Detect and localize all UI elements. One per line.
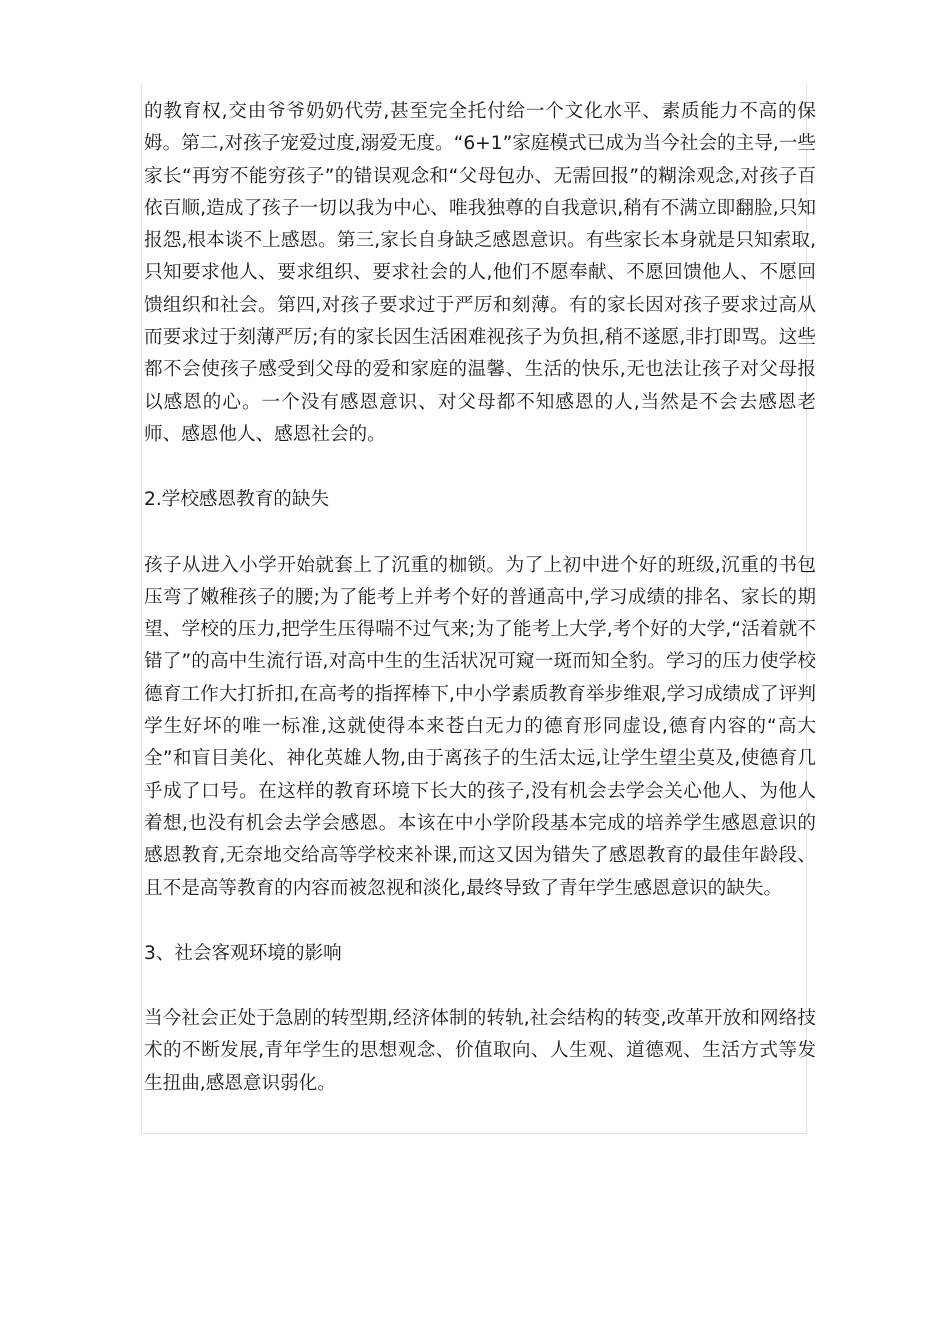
paragraph-spacer bbox=[144, 905, 816, 938]
document-body bbox=[144, 96, 816, 1100]
paragraph-society-environment: 当今社会正处于急剧的转型期,经济体制的转轨,社会结构的转变,改革开放和网络技术的不断发展,青年学生的思想观念、价值取向、人生观、道德观、生活方式等发生扭曲,感恩意识弱化。 bbox=[144, 1008, 816, 1094]
paragraph-family-causes: 的教育权,交由爷爷奶奶代劳,甚至完全托付给一个文化水平、素质能力不高的保姆。第二,对孩子宠爱过度,溺爱无度。“6+1”家庭模式已成为当今社会的主导,一些家长“再穷不能穷孩子”的错误观念和“父母包办、无需回报”的糊涂观念,对孩子百依百顺,造成了孩子一切以我为中心、唯我独尊的自我意识,稍有不满立即翻脸,只知报怨,根本谈不上感恩。第三,家长自身缺乏感恩意识。有些家长本身就是只知索取,只知要求他人、要求组织、要求社会的人,他们不愿奉献、不愿回馈他人、不愿回馈组织和社会。第四,对孩子要求过于严厉和刻薄。有的家长因对孩子要求过高从而要求过于刻薄严厉;有的家长因生活困难视孩子为负担,稍不遂愿,非打即骂。这些都不会使孩子感受到父母的爱和家庭的温馨、生活的快乐,无也法让孩子对父母报以感恩的心。一个没有感恩意识、对父母都不知感恩的人,当然是不会去感恩老师、感恩他人、感恩社会的。 bbox=[144, 101, 816, 445]
paragraph-school-education: 孩子从进入小学开始就套上了沉重的枷锁。为了上初中进个好的班级,沉重的书包压弯了嫩稚孩子的腰;为了能考上并考个好的普通高中,学习成绩的排名、家长的期望、学校的压力,把学生压得喘不过气来;为了能考上大学,考个好的大学,“活着就不错了”的高中生流行语,对高中生的生活状况可窥一斑而知全豹。学习的压力使学校德育工作大打折扣,在高考的指挥棒下,中小学素质教育举步维艰,学习成绩成了评判学生好坏的唯一标准,这就使得本来苍白无力的德育形同虚设,德育内容的“高大全”和盲目美化、神化英雄人物,由于离孩子的生活太远,让学生望尘莫及,使德育几乎成了口号。在这样的教育环境下长大的孩子,没有机会去学会关心他人、为他人着想,也没有机会去学会感恩。本该在中小学阶段基本完成的培养学生感恩意识的感恩教育,无奈地交给高等学校来补课,而这又因为错失了感恩教育的最佳年龄段、且不是高等教育的内容而被忽视和淡化,最终导致了青年学生感恩意识的缺失。 bbox=[144, 554, 816, 899]
section-heading-school: 2.学校感恩教育的缺失 bbox=[144, 489, 330, 511]
paragraph-spacer bbox=[144, 451, 816, 484]
paragraph-spacer bbox=[144, 517, 816, 550]
paragraph-spacer bbox=[144, 970, 816, 1003]
section-heading-society: 3、社会客观环境的影响 bbox=[144, 942, 342, 964]
